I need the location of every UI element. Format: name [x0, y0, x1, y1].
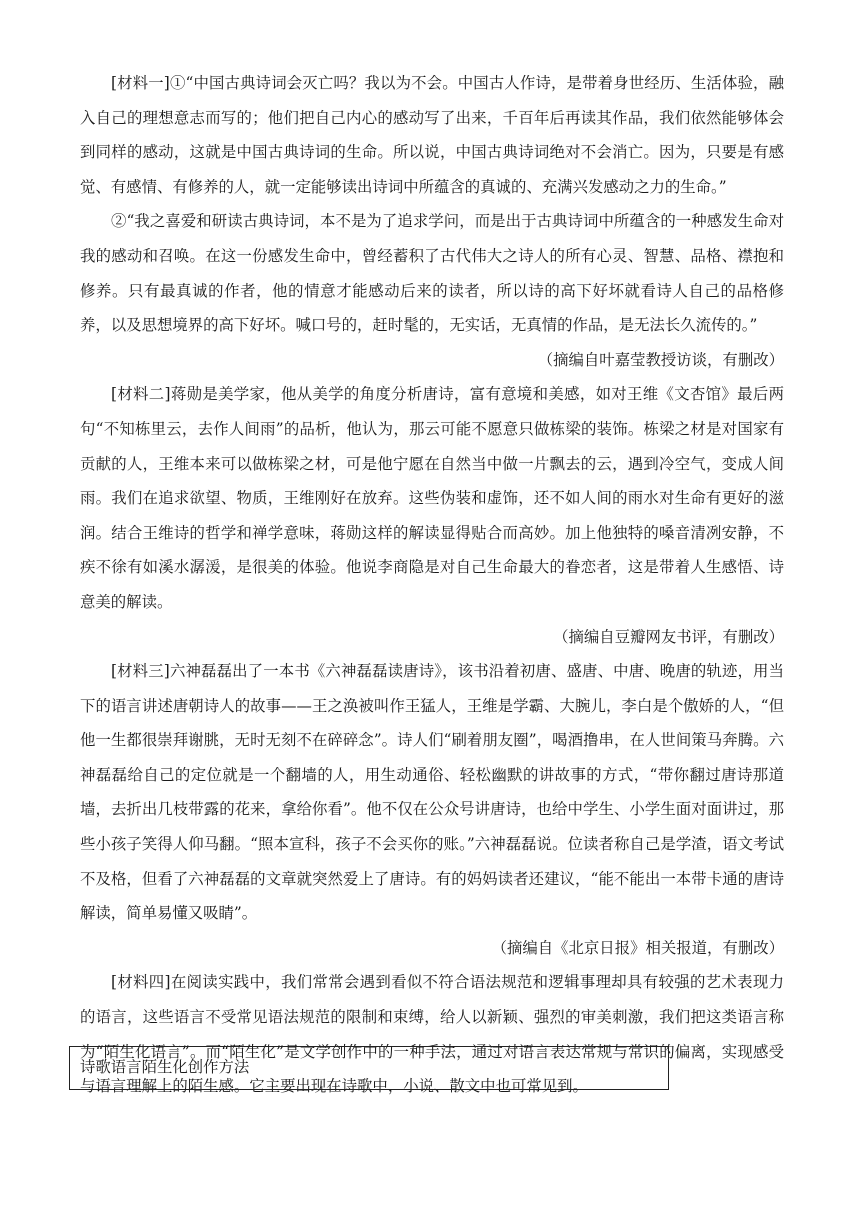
- material1-source: （摘编自叶嘉莹教授访谈，有删改）: [537, 350, 784, 369]
- method-box: [69, 1046, 669, 1090]
- material3-source: （摘编自《北京日报》相关报道，有删改）: [491, 938, 784, 957]
- material2-source: （摘编自豆瓣网友书评，有删改）: [553, 627, 784, 646]
- material1-paragraph2: ②“我之喜爱和研读古典诗词，本不是为了追求学问，而是出于古典诗词中所蕴含的一种感发生命对我的感动和召唤。在这一份感发生命中，曾经蓄积了古代伟大之诗人的所有心灵、智慧、品格、襟抱和修养。只有最真诚的作者，他的情意才能感动后来的读者，所以诗的高下好坏就看诗人自己的品格修养，以及思想境界的高下好坏。喊口号的，赶时髦的，无实话，无真情的作品，是无法长久流传的。”: [80, 212, 784, 335]
- method-box-title: 诗歌语言陌生化创作方法: [80, 1058, 250, 1076]
- material4-paragraph: [材料四]在阅读实践中，我们常常会遇到看似不符合语法规范和逻辑事理却具有较强的艺术表现力的语言，这些语言不受常见语法规范的限制和束缚，给人以新颖、强烈的审美刺激，我们把这类语言称为“陌生化语言”。而“陌生化”是文学创作中的一种手法，通过对语言表达常规与常识的偏离，实现感受与语言理解上的陌生感。它主要出现在诗歌中，小说、散文中也可常见到。: [80, 973, 784, 1096]
- material1-paragraph1: [材料一]①“中国古典诗词会灭亡吗？我以为不会。中国古人作诗，是带着身世经历、生活体验，融入自己的理想意志而写的；他们把自己内心的感动写了出来，千百年后再读其作品，我们依然能够体会到同样的感动，这就是中国古典诗词的生命。所以说，中国古典诗词绝对不会消亡。因为，只要是有感觉、有感情、有修养的人，就一定能够读出诗词中所蕴含的真诚的、充满兴发感动之力的生命。”: [80, 74, 784, 196]
- material3-paragraph: [材料三]六神磊磊出了一本书《六神磊磊读唐诗》，该书沿着初唐、盛唐、中唐、晚唐的轨迹，用当下的语言讲述唐朝诗人的故事——王之涣被叫作王猛人，王维是学霸、大腕儿，李白是个傲娇的人，“但他一生都很崇拜谢朓，无时无刻不在碎碎念”。诗人们“刷着朋友圈”，喝酒撸串，在人世间策马奔腾。六神磊磊给自己的定位就是一个翻墙的人，用生动通俗、轻松幽默的讲故事的方式，“带你翻过唐诗那道墙，去折出几枝带露的花来，拿给你看”。他不仅在公众号讲唐诗，也给中学生、小学生面对面讲过，那些小孩子笑得人仰马翻。“照本宣科，孩子不会买你的账。”六神磊磊说。位读者称自己是学渣，语文考试不及格，但看了六神磊磊的文章就突然爱上了唐诗。有的妈妈读者还建议，“能不能出一本带卡通的唐诗解读，简单易懂又吸睛”。: [80, 662, 784, 923]
- material2-paragraph: [材料二]蒋勋是美学家，他从美学的角度分析唐诗，富有意境和美感，如对王维《文杏馆》最后两句“不知栋里云，去作人间雨”的品析，他认为，那云可能不愿意只做栋梁的装饰。栋梁之材是对国家有贡献的人，王维本来可以做栋梁之材，可是他宁愿在自然当中做一片飘去的云，遇到冷空气，变成人间雨。我们在追求欲望、物质，王维刚好在放弃。这些伪装和虚饰，还不如人间的雨水对生命有更好的滋润。结合王维诗的哲学和禅学意味，蒋勋这样的解读显得贴合而高妙。加上他独特的嗓音清冽安静，不疾不徐有如溪水潺湲，是很美的体验。他说李商隐是对自己生命最大的眷恋者，这是带着人生感悟、诗意美的解读。: [80, 385, 784, 611]
- document-body: [80, 66, 784, 1104]
